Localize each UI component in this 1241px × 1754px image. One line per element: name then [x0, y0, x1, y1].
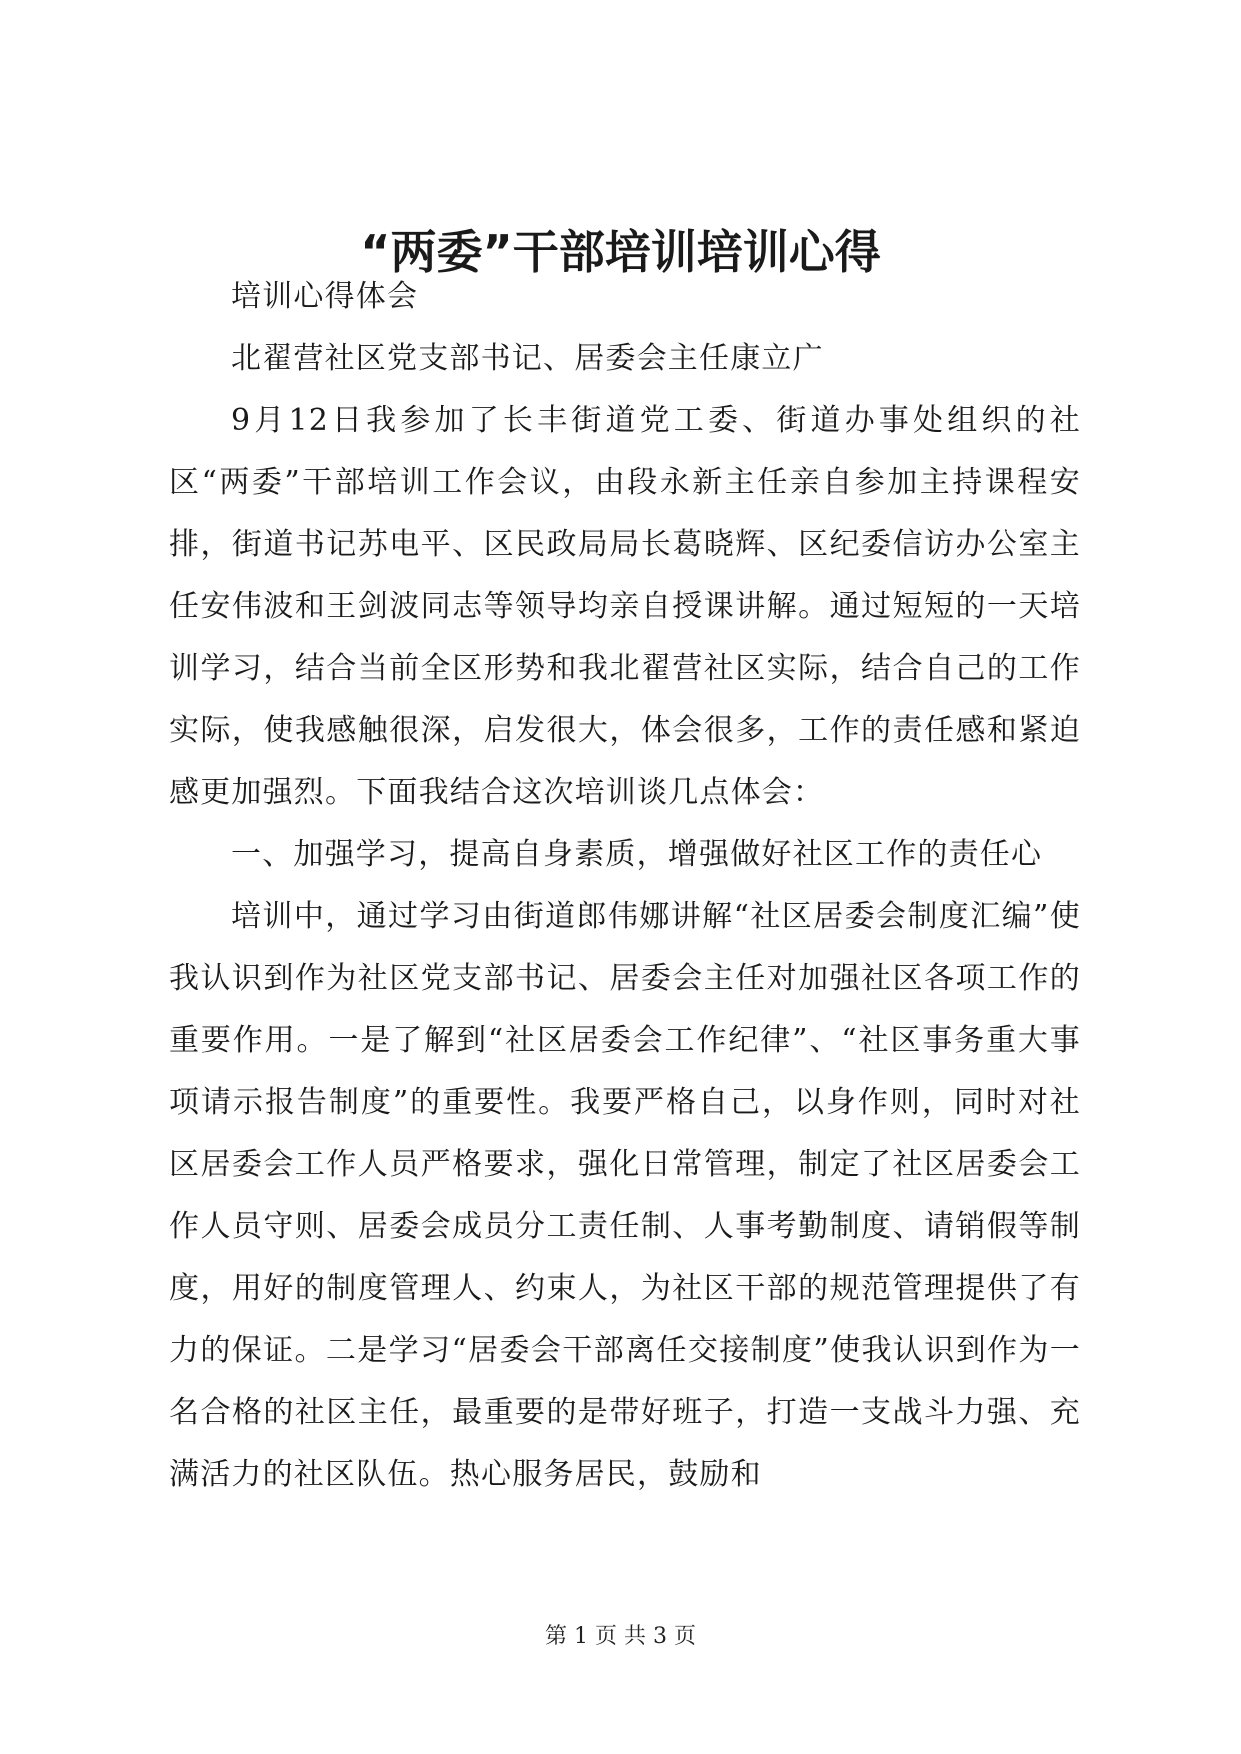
subtitle-paragraph: 培训心得体会: [231, 279, 419, 314]
document-body: [169, 266, 1081, 1506]
document-title: “两委”干部培训培训心得: [360, 225, 881, 279]
intro-paragraph: 9月12日我参加了长丰街道党工委、街道办事处组织的社区“两委”干部培训工作会议，由段永新主任亲自参加主持课程安排，街道书记苏电平、区民政局局长葛晓辉、区纪委信访办公室主任安伟波和王剑波同志等领导均亲自授课讲解。通过短短的一天培训学习，结合当前全区形势和我北翟营社区实际，结合自己的工作实际，使我感触很深，启发很大，体会很多，工作的责任感和紧迫感更加强烈。下面我结合这次培训谈几点体会：: [169, 403, 1081, 810]
page-number-footer: 第 1 页 共 3 页: [545, 1624, 696, 1649]
section-paragraph: 培训中，通过学习由街道郎伟娜讲解“社区居委会制度汇编”使我认识到作为社区党支部书记、居委会主任对加强社区各项工作的重要作用。一是了解到“社区居委会工作纪律”、“社区事务重大事项请示报告制度”的重要性。我要严格自己，以身作则，同时对社区居委会工作人员严格要求，强化日常管理，制定了社区居委会工作人员守则、居委会成员分工责任制、人事考勤制度、请销假等制度，用好的制度管理人、约束人，为社区干部的规范管理提供了有力的保证。二是学习“居委会干部离任交接制度”使我认识到作为一名合格的社区主任，最重要的是带好班子，打造一支战斗力强、充满活力的社区队伍。热心服务居民，鼓励和: [169, 899, 1081, 1492]
author-paragraph: 北翟营社区党支部书记、居委会主任康立广: [231, 341, 824, 376]
section-heading: 一、加强学习，提高自身素质，增强做好社区工作的责任心: [231, 837, 1043, 872]
